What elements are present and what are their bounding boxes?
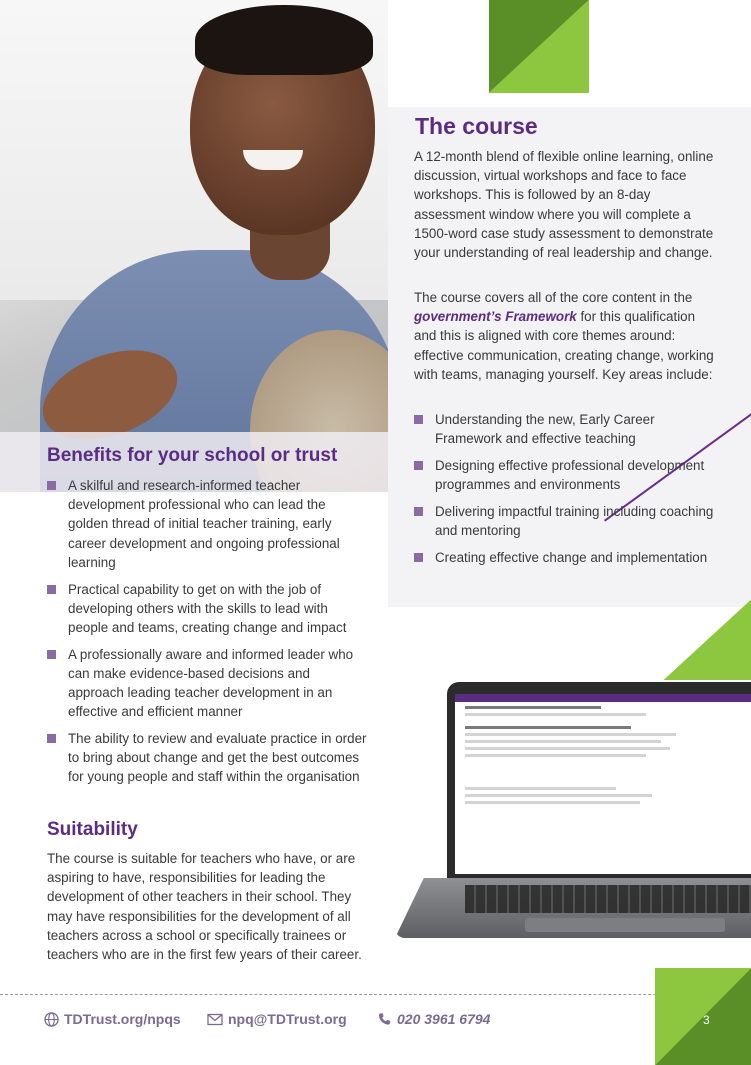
bullet-square-icon xyxy=(414,461,423,470)
green-triangle-right xyxy=(664,600,751,680)
list-item: Understanding the new, Early Career Framework and effective teaching xyxy=(414,410,724,448)
course-heading: The course xyxy=(415,113,538,139)
bullet-square-icon xyxy=(414,415,423,424)
benefits-list xyxy=(47,476,367,794)
footer-email[interactable]: npq@TDTrust.org xyxy=(207,1011,347,1027)
bullet-square-icon xyxy=(47,585,56,594)
bullet-square-icon xyxy=(47,481,56,490)
footer-phone[interactable]: 020 3961 6794 xyxy=(376,1011,490,1027)
suitability-text: The course is suitable for teachers who have, or are aspiring to have, responsibilities for leading the development of other teachers in their school. They may have responsibilities for the development of all teachers across a school or specifically trainees or teachers who are in the first few years of their career. xyxy=(47,851,362,963)
benefits-heading: Benefits for your school or trust xyxy=(47,445,338,466)
bullet-square-icon xyxy=(414,553,423,562)
list-item: A professionally aware and informed leader who can make evidence-based decisions and approach leading teacher development in an effective and efficient manner xyxy=(47,645,367,722)
list-item: Designing effective professional development programmes and environments xyxy=(414,456,724,494)
course-areas-list xyxy=(414,410,724,574)
footer-website[interactable]: TDTrust.org/npqs xyxy=(43,1011,181,1027)
suitability-heading: Suitability xyxy=(47,819,138,840)
list-item: A skilful and research-informed teacher development professional who can lead the golden thread of initial teacher training, early career development and ongoing professional learning xyxy=(47,476,367,572)
framework-link[interactable]: government’s Framework xyxy=(414,309,577,325)
laptop-image xyxy=(395,682,751,952)
green-triangle-top xyxy=(489,0,589,93)
globe-icon xyxy=(43,1011,59,1027)
list-item: Creating effective change and implementation xyxy=(414,548,724,567)
bullet-square-icon xyxy=(47,734,56,743)
footer-divider xyxy=(0,994,751,995)
phone-icon xyxy=(376,1011,392,1027)
bullet-square-icon xyxy=(414,507,423,516)
hero-photo xyxy=(0,0,388,492)
course-coverage: The course covers all of the core content in the government’s Framework for this qualification and this is aligned with core themes around: effective communication, creating change, working with teams, managing yourself. Key areas include: xyxy=(414,290,714,382)
course-intro: A 12-month blend of flexible online learning, online discussion, virtual workshops and face to face workshops. This is followed by an 8-day assessment window where you will complete a 1500-word case study assessment to demonstrate your understanding of real leadership and change. xyxy=(414,149,714,261)
list-item: The ability to review and evaluate practice in order to bring about change and get the best outcomes for young people and staff within the organisation xyxy=(47,729,367,787)
bullet-square-icon xyxy=(47,650,56,659)
list-item: Delivering impactful training including coaching and mentoring xyxy=(414,502,724,540)
envelope-icon xyxy=(207,1011,223,1027)
page-number: 3 xyxy=(703,1013,710,1027)
list-item: Practical capability to get on with the job of developing others with the skills to lead with people and teams, creating change and impact xyxy=(47,580,367,638)
